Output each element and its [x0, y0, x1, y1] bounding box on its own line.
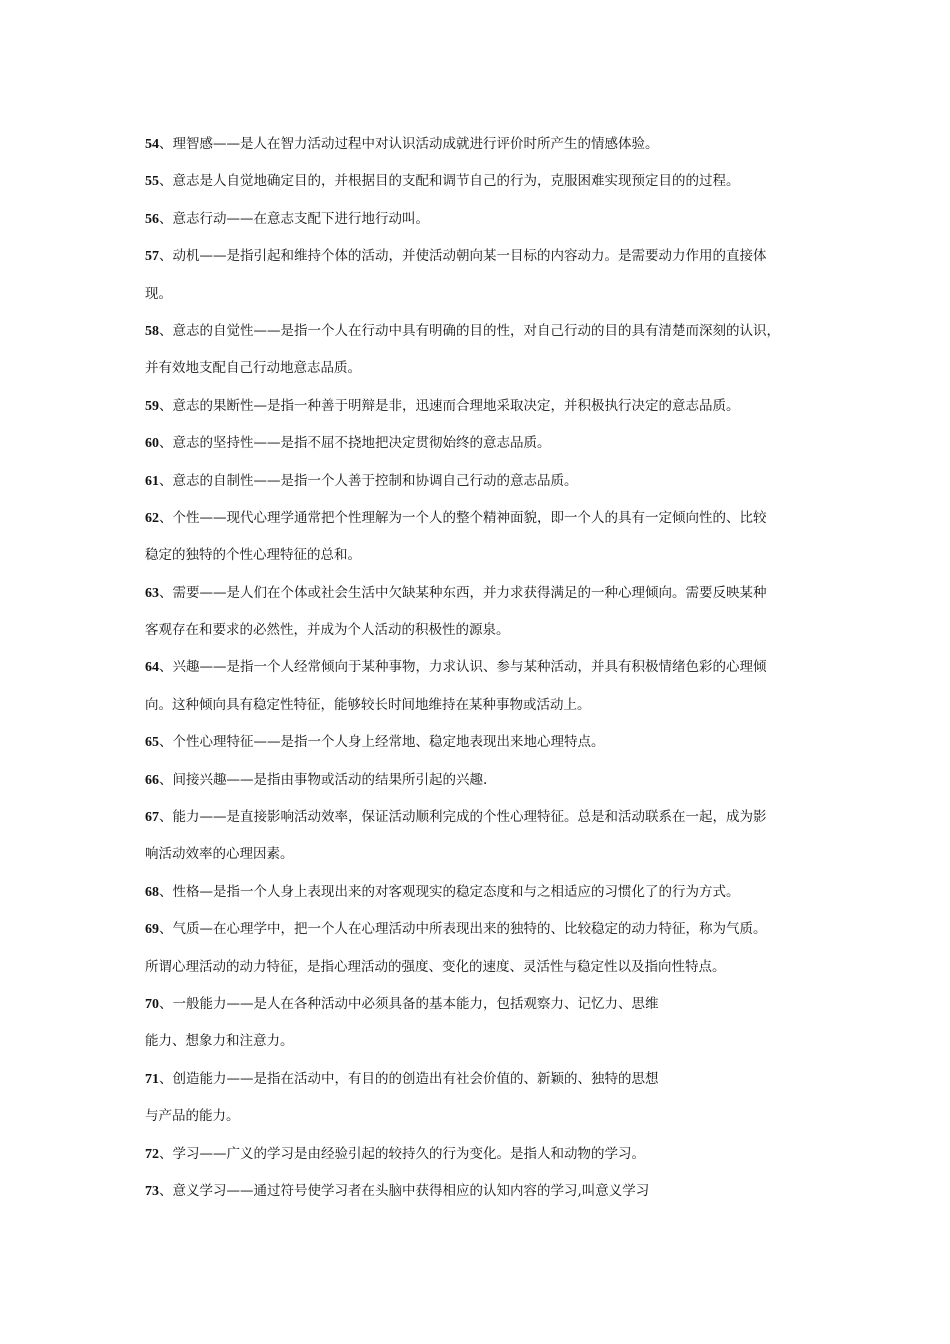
entry-text: 、个性心理特征——是指一个人身上经常地、稳定地表现出来地心理特点。	[159, 734, 605, 751]
entry-text: 、间接兴趣——是指由事物或活动的结果所引起的兴趣.	[159, 771, 488, 788]
entry-number: 56	[145, 211, 159, 227]
entry-continuation-line	[145, 687, 815, 724]
entry-number: 70	[145, 996, 159, 1012]
glossary-entry	[145, 500, 815, 575]
entry-first-line	[145, 575, 815, 612]
entry-first-line	[145, 313, 815, 350]
glossary-entry	[145, 799, 815, 874]
glossary-entry	[145, 1173, 815, 1210]
entry-text: 、意志的自制性——是指一个人善于控制和协调自己行动的意志品质。	[159, 472, 578, 489]
entry-number: 66	[145, 772, 159, 788]
glossary-entry	[145, 313, 815, 388]
entry-first-line	[145, 500, 815, 537]
entry-text: 、需要——是人们在个体或社会生活中欠缺某种东西，并力求获得满足的一种心理倾向。需要反映某种	[159, 584, 767, 601]
entry-first-line	[145, 1136, 815, 1173]
entry-number: 61	[145, 473, 159, 489]
glossary-entry	[145, 163, 815, 200]
entry-text: 现。	[145, 285, 172, 302]
entry-text: 、意义学习——通过符号使学习者在头脑中获得相应的认知内容的学习,叫意义学习	[159, 1182, 650, 1199]
glossary-entry	[145, 911, 815, 986]
entry-first-line	[145, 762, 815, 799]
glossary-entry	[145, 724, 815, 761]
entry-continuation-line	[145, 612, 815, 649]
entry-text: 所谓心理活动的动力特征，是指心理活动的强度、变化的速度、灵活性与稳定性以及指向性特点。	[145, 958, 726, 975]
entry-number: 65	[145, 735, 159, 751]
glossary-entry	[145, 762, 815, 799]
entry-text: 、意志的坚持性——是指不屈不挠地把决定贯彻始终的意志品质。	[159, 435, 551, 452]
entry-text: 、一般能力——是人在各种活动中必须具备的基本能力，包括观察力、记忆力、思维	[159, 995, 659, 1012]
glossary-entry	[145, 126, 815, 163]
entry-number: 63	[145, 585, 159, 601]
entry-number: 71	[145, 1071, 159, 1087]
entry-text: 响活动效率的心理因素。	[145, 846, 294, 863]
entry-first-line	[145, 874, 815, 911]
entry-text: 、意志行动——在意志支配下进行地行动叫。	[159, 210, 429, 227]
entry-continuation-line	[145, 1098, 815, 1135]
entry-text: 、气质—在心理学中，把一个人在心理活动中所表现出来的独特的、比较稳定的动力特征，称为气质。	[159, 921, 767, 938]
entry-text: 、创造能力——是指在活动中，有目的的创造出有社会价值的、新颖的、独特的思想	[159, 1070, 659, 1087]
entry-continuation-line	[145, 949, 815, 986]
glossary-entry	[145, 575, 815, 650]
entry-first-line	[145, 1061, 815, 1098]
entry-first-line	[145, 911, 815, 948]
entry-text: 与产品的能力。	[145, 1108, 240, 1125]
entry-number: 54	[145, 137, 159, 152]
glossary-entry	[145, 388, 815, 425]
glossary-entry	[145, 463, 815, 500]
entry-number: 67	[145, 810, 159, 826]
entry-first-line	[145, 238, 815, 275]
entry-text: 向。这种倾向具有稳定性特征，能够较长时间地维持在某种事物或活动上。	[145, 696, 591, 713]
glossary-entry	[145, 986, 815, 1061]
glossary-entry	[145, 425, 815, 462]
entry-first-line	[145, 463, 815, 500]
entry-first-line	[145, 986, 815, 1023]
entry-continuation-line	[145, 350, 815, 387]
entry-text: 并有效地支配自己行动地意志品质。	[145, 360, 361, 377]
entry-text: 、动机——是指引起和维持个体的活动，并使活动朝向某一目标的内容动力。是需要动力作用的直接体	[159, 248, 767, 265]
glossary-entry	[145, 874, 815, 911]
entry-text: 、性格—是指一个人身上表现出来的对客观现实的稳定态度和与之相适应的习惯化了的行为方式。	[159, 883, 740, 900]
glossary-entry	[145, 649, 815, 724]
entry-first-line	[145, 799, 815, 836]
entry-first-line	[145, 1173, 815, 1210]
entry-number: 55	[145, 174, 159, 190]
entry-text: 、学习——广义的学习是由经验引起的较持久的行为变化。是指人和动物的学习。	[159, 1145, 645, 1162]
entry-number: 58	[145, 323, 159, 339]
entry-text: 、意志是人自觉地确定目的，并根据目的支配和调节自己的行为，克服困难实现预定目的的过程。	[159, 173, 740, 190]
entry-number: 59	[145, 398, 159, 414]
entry-continuation-line	[145, 276, 815, 313]
entry-text: 稳定的独特的个性心理特征的总和。	[145, 547, 361, 564]
entry-text: 能力、想象力和注意力。	[145, 1033, 294, 1050]
entry-text: 、意志的自觉性——是指一个人在行动中具有明确的目的性，对自己行动的目的具有清楚而深刻的认识，	[159, 322, 780, 339]
entry-text: 、个性——现代心理学通常把个性理解为一个人的整个精神面貌，即一个人的具有一定倾向性的、比较	[159, 509, 767, 526]
glossary-entry	[145, 238, 815, 313]
entry-number: 72	[145, 1146, 159, 1162]
entry-first-line	[145, 388, 815, 425]
entry-number: 64	[145, 660, 159, 676]
entry-continuation-line	[145, 537, 815, 574]
entry-text: 客观存在和要求的必然性，并成为个人活动的积极性的源泉。	[145, 622, 510, 639]
entry-first-line	[145, 649, 815, 686]
entry-text: 、意志的果断性—是指一种善于明辩是非，迅速而合理地采取决定，并积极执行决定的意志品质。	[159, 397, 740, 414]
entry-text: 、能力——是直接影响活动效率，保证活动顺利完成的个性心理特征。总是和活动联系在一起，成为影	[159, 809, 767, 826]
entry-continuation-line	[145, 836, 815, 873]
glossary-entry	[145, 1136, 815, 1173]
entry-text: 、兴趣——是指一个人经常倾向于某种事物，力求认识、参与某种活动，并具有积极情绪色彩的心理倾	[159, 659, 767, 676]
glossary-entry	[145, 1061, 815, 1136]
entry-number: 62	[145, 510, 159, 526]
entry-continuation-line	[145, 1023, 815, 1060]
entry-number: 60	[145, 436, 159, 452]
glossary-entry	[145, 201, 815, 238]
entry-first-line	[145, 201, 815, 238]
entry-number: 57	[145, 249, 159, 265]
entry-first-line	[145, 724, 815, 761]
entry-text: 、理智感——是人在智力活动过程中对认识活动成就进行评价时所产生的情感体验。	[159, 136, 659, 152]
glossary-list	[145, 126, 815, 1210]
entry-first-line	[145, 163, 815, 200]
entry-first-line	[145, 126, 815, 163]
entry-first-line	[145, 425, 815, 462]
entry-number: 69	[145, 922, 159, 938]
entry-number: 68	[145, 884, 159, 900]
entry-number: 73	[145, 1183, 159, 1199]
